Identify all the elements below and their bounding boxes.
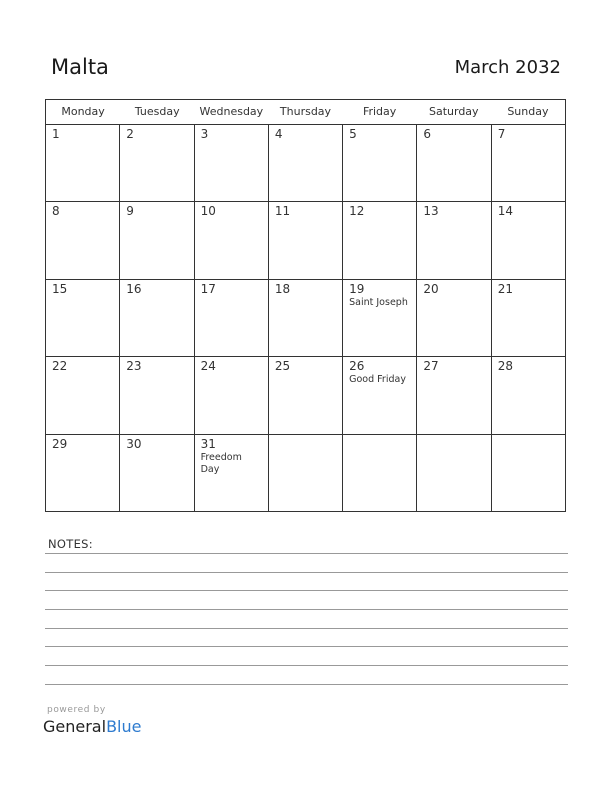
day-number: 9 bbox=[126, 204, 134, 219]
day-cell bbox=[343, 435, 417, 511]
day-cell bbox=[46, 280, 120, 356]
country-title: Malta bbox=[51, 55, 109, 79]
day-number: 22 bbox=[52, 359, 68, 374]
day-cell bbox=[269, 280, 343, 356]
weekday-tuesday: Tuesday bbox=[134, 105, 180, 118]
day-number: 4 bbox=[274, 127, 283, 141]
week-row bbox=[46, 202, 565, 279]
holiday-label: Saint Joseph bbox=[349, 296, 408, 308]
day-cell bbox=[417, 280, 491, 356]
holiday-label: Freedom Day bbox=[200, 451, 242, 475]
day-number: 28 bbox=[497, 359, 513, 374]
logo-general: General bbox=[43, 717, 107, 736]
day-cell bbox=[195, 125, 269, 201]
day-cell bbox=[46, 435, 120, 511]
day-cell bbox=[492, 202, 565, 278]
day-cell bbox=[417, 202, 491, 278]
notes-line bbox=[45, 628, 568, 629]
day-cell bbox=[492, 435, 565, 511]
day-cell bbox=[195, 202, 269, 278]
month-title: March 2032 bbox=[454, 57, 561, 78]
day-number: 21 bbox=[497, 281, 513, 296]
day-cell bbox=[417, 357, 491, 433]
notes-label: NOTES: bbox=[48, 537, 93, 551]
day-number: 3 bbox=[200, 127, 209, 141]
day-cell bbox=[343, 202, 417, 278]
generalblue-logo bbox=[43, 717, 141, 736]
logo-blue: Blue bbox=[106, 717, 142, 736]
weekday-saturday: Saturday bbox=[428, 105, 479, 118]
day-cell bbox=[492, 125, 565, 201]
day-cell bbox=[195, 357, 269, 433]
day-number: 2 bbox=[126, 127, 134, 141]
day-number: 20 bbox=[423, 281, 439, 296]
day-cell bbox=[46, 357, 120, 433]
day-number: 12 bbox=[349, 204, 365, 219]
day-cell bbox=[343, 280, 417, 356]
day-cell bbox=[195, 280, 269, 356]
day-number: 14 bbox=[497, 204, 513, 219]
day-number: 10 bbox=[200, 204, 216, 219]
day-cell bbox=[417, 125, 491, 201]
notes-line bbox=[45, 553, 568, 554]
notes-line bbox=[45, 572, 568, 573]
day-number: 1 bbox=[52, 127, 60, 141]
notes-line bbox=[45, 609, 568, 610]
weeks bbox=[46, 125, 565, 511]
day-cell bbox=[46, 125, 120, 201]
powered-by-text: powered by bbox=[47, 705, 106, 715]
notes-line bbox=[45, 646, 568, 647]
day-number: 5 bbox=[349, 127, 357, 141]
weekday-friday: Friday bbox=[362, 105, 397, 118]
day-number: 6 bbox=[423, 127, 432, 141]
day-number: 15 bbox=[52, 281, 68, 296]
day-cell bbox=[343, 125, 417, 201]
day-cell bbox=[417, 435, 491, 511]
weekday-thursday: Thursday bbox=[279, 105, 332, 118]
day-cell bbox=[343, 357, 417, 433]
day-cell bbox=[492, 357, 565, 433]
day-number: 26 bbox=[349, 359, 365, 374]
day-cell bbox=[120, 435, 194, 511]
day-number: 19 bbox=[349, 281, 365, 296]
weekday-sunday: Sunday bbox=[507, 105, 549, 118]
weekday-monday: Monday bbox=[61, 105, 105, 118]
day-cell bbox=[120, 280, 194, 356]
day-cell bbox=[269, 125, 343, 201]
week-row bbox=[46, 125, 565, 202]
notes-line bbox=[45, 590, 568, 591]
notes-line bbox=[45, 665, 568, 666]
day-number: 23 bbox=[126, 359, 142, 374]
weekday-wednesday: Wednesday bbox=[199, 105, 264, 118]
day-number: 7 bbox=[497, 127, 506, 141]
day-number: 27 bbox=[423, 359, 439, 374]
day-cell bbox=[46, 202, 120, 278]
day-cell bbox=[492, 280, 565, 356]
day-cell bbox=[120, 357, 194, 433]
notes-line bbox=[45, 684, 568, 685]
day-number: 8 bbox=[52, 204, 60, 219]
day-cell bbox=[269, 435, 343, 511]
day-cell bbox=[120, 125, 194, 201]
day-cell bbox=[120, 202, 194, 278]
day-number: 30 bbox=[126, 436, 142, 451]
day-number: 31 bbox=[200, 436, 216, 451]
day-number: 13 bbox=[423, 204, 439, 219]
day-number: 18 bbox=[274, 281, 291, 296]
week-row bbox=[46, 435, 565, 511]
week-row bbox=[46, 357, 565, 434]
day-number: 25 bbox=[274, 359, 291, 374]
day-cell bbox=[195, 435, 269, 511]
day-number: 29 bbox=[52, 436, 68, 451]
holiday-label: Good Friday bbox=[349, 374, 406, 386]
day-cell bbox=[269, 357, 343, 433]
calendar-grid bbox=[45, 99, 566, 512]
week-row bbox=[46, 280, 565, 357]
day-number: 16 bbox=[126, 281, 142, 296]
day-number: 17 bbox=[200, 281, 216, 296]
day-cell bbox=[269, 202, 343, 278]
weekday-header bbox=[46, 100, 565, 125]
day-number: 11 bbox=[274, 204, 291, 219]
day-number: 24 bbox=[200, 359, 216, 374]
